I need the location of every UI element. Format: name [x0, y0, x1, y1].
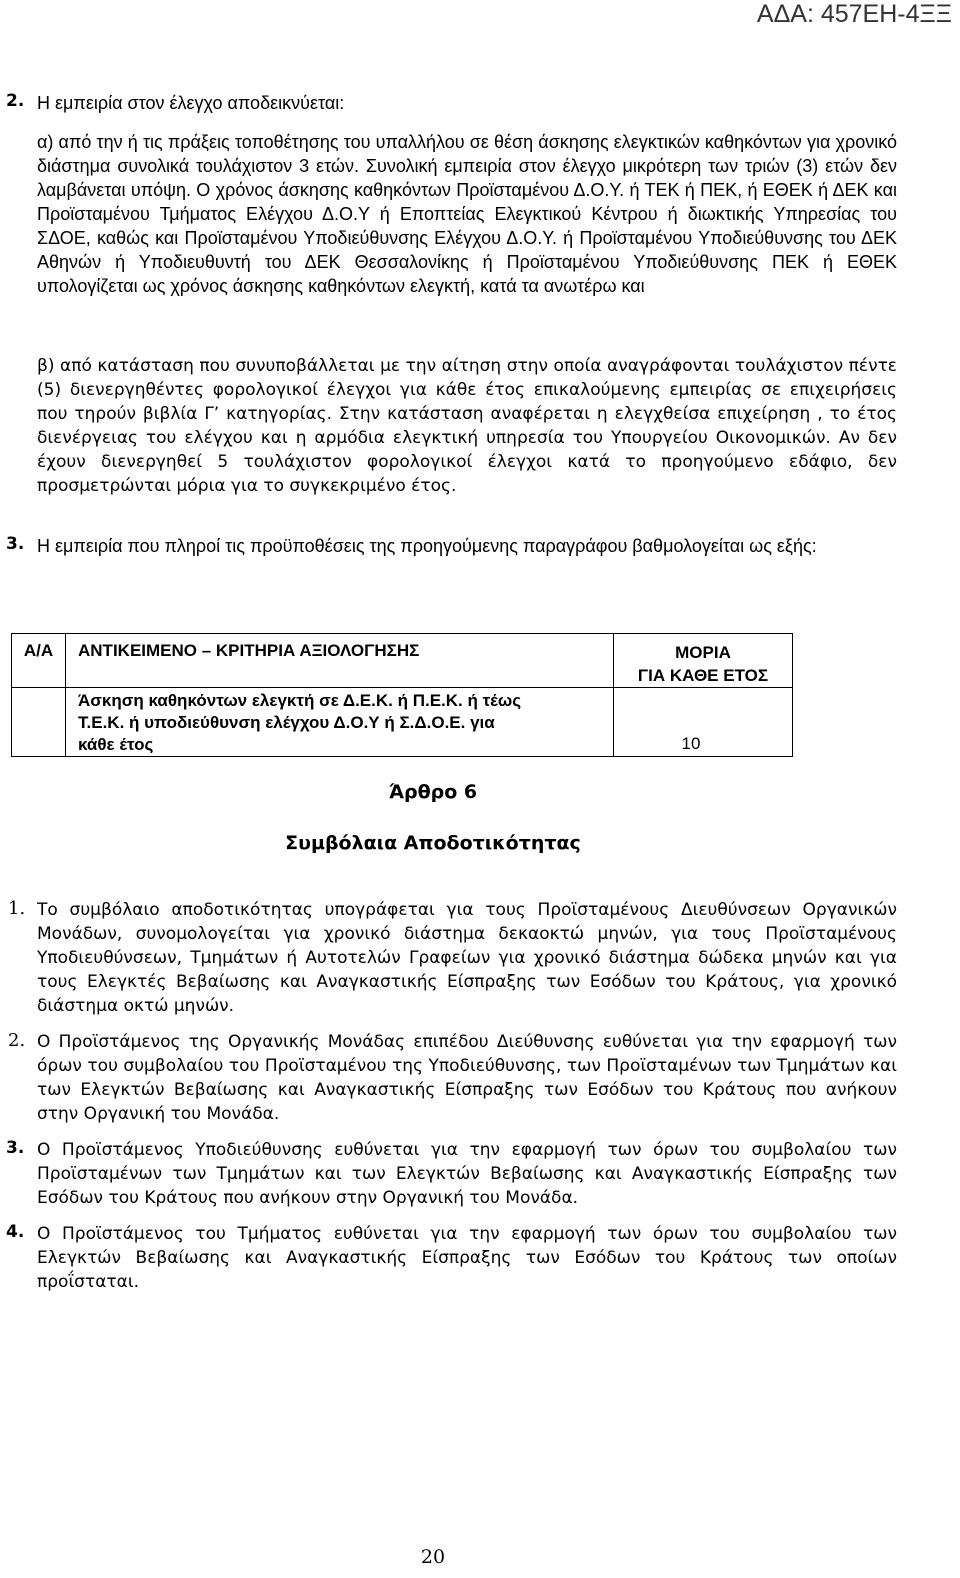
row-text-line-2: Τ.Ε.Κ. ή υποδιεύθυνση ελέγχου Δ.Ο.Υ ή Σ.Δ.Ο.Ε. για	[78, 713, 495, 732]
table-row	[12, 688, 793, 757]
row-text-line-3: κάθε έτος	[78, 735, 154, 754]
paragraph-3-text: Ο Προϊστάμενος Υποδιεύθυνσης ευθύνεται για την εφαρμογή των όρων του συμβολαίου των Προϊσταμένων των Τμημάτων και των Ελεγκτών Βεβαίωσης και Αναγκαστικής Είσπραξης των Εσόδων του Κράτους που ανήκουν στην Οργανική του Μονάδα.	[37, 1140, 897, 1208]
row-text-line-1: Άσκηση καθηκόντων ελεγκτή σε Δ.Ε.Κ. ή Π.Ε.Κ. ή τέως	[78, 691, 522, 710]
item-2-a-text: α) από την ή τις πράξεις τοποθέτησης του υπαλλήλου σε θέση άσκησης ελεγκτικών καθηκόντων για χρονικό διάστημα συνολικά τουλάχιστον 3 ετών. Συνολική εμπειρία στον έλεγχο μικρότερη των τριών (3) ετών δεν λαμβάνεται υπόψη. Ο χρόνος άσκησης καθηκόντων Προϊσταμένου Δ.Ο.Υ. ή ΤΕΚ ή ΠΕΚ, ή ΕΘΕΚ ή ΔΕΚ και Προϊσταμένου Τμήματος Ελέγχου Δ.Ο.Υ ή Εποπτείας Ελεγκτικού Κέντρου ή διωκτικής Υπηρεσίας του ΣΔΟΕ, καθώς και Προϊσταμένου Υποδιεύθυνσης Ελέγχου Δ.Ο.Υ. ή Προϊσταμένου Υποδιεύθυνσης του ΔΕΚ Αθηνών ή Υποδιευθυντή του ΔΕΚ Θεσσαλονίκης ή Προϊσταμένου Υποδιεύθυνσης ΠΕΚ ή ΕΘΕΚ υπολογίζεται ως χρόνος άσκησης καθηκόντων ελεγκτή, κατά τα ανωτέρω και	[37, 132, 897, 296]
col-points	[614, 634, 793, 688]
page-number: 20	[420, 1546, 446, 1568]
paragraph-1-text: Το συμβόλαιο αποδοτικότητας υπογράφεται για τους Προϊσταμένους Διευθύνσεων Οργανικών Μονάδων, συνομολογείται για χρονικό διάστημα δεκαοκτώ μηνών, για τους Προϊσταμένους Υποδιευθύνσεων, Τμημάτων ή Αυτοτελών Γραφείων για χρονικό διάστημα δώδεκα μηνών και για τους Ελεγκτές Βεβαίωσης και Αναγκαστικής Είσπραξης των Εσόδων του Κράτους, για χρονικό διάστημα οκτώ μηνών.	[37, 900, 897, 1016]
item-3-number: 3.	[6, 534, 25, 554]
article-title: Άρθρο 6	[388, 781, 478, 803]
item-3-text: Η εμπειρία που πληροί τις προϋποθέσεις της προηγούμενης παραγράφου βαθμολογείται ως εξής:	[37, 536, 817, 556]
criteria-table	[11, 633, 793, 757]
paragraph-4-text: Ο Προϊστάμενος του Τμήματος ευθύνεται για την εφαρμογή των όρων του συμβολαίου των Ελεγκτών Βεβαίωσης και Αναγκαστικής Είσπραξης των Εσόδων του Κράτους των οποίων προΐσταται.	[37, 1224, 897, 1292]
item-2-number: 2.	[6, 91, 25, 111]
paragraph-1-number: 1.	[8, 898, 26, 919]
table-header-row	[12, 634, 793, 688]
paragraph-2-number: 2.	[8, 1030, 26, 1051]
row-points-cell	[614, 688, 793, 757]
item-2-intro: Η εμπειρία στον έλεγχο αποδεικνύεται:	[37, 93, 345, 113]
row-aa-cell	[12, 688, 66, 757]
ada-code: ΑΔΑ: 457ΕΗ-4ΞΞ	[756, 0, 952, 28]
row-points: 10	[681, 734, 701, 753]
col-aa: Α/Α	[12, 634, 66, 688]
article-subtitle: Συμβόλαια Αποδοτικότητας	[285, 832, 581, 854]
col-points-line-2: ΓΙΑ ΚΑΘΕ ΕΤΟΣ	[637, 666, 769, 685]
paragraph-3-number: 3.	[6, 1138, 25, 1158]
paragraph-2-text: Ο Προϊστάμενος της Οργανικής Μονάδας επιπέδου Διεύθυνσης ευθύνεται για την εφαρμογή των όρων του συμβολαίου του Προϊσταμένου της Υποδιεύθυνσης, των Προϊσταμένων των Τμημάτων και των Ελεγκτών Βεβαίωσης και Αναγκαστικής Είσπραξης των Εσόδων του Κράτους που ανήκουν στην Οργανική του Μονάδα.	[37, 1032, 897, 1124]
item-2-b-text: β) από κατάσταση που συνυποβάλλεται με την αίτηση στην οποία αναγράφονται τουλάχιστον πέντε (5) διενεργηθέντες φορολογικοί έλεγχοι για κάθε έτος επικαλούμενης εμπειρίας σε επιχειρήσεις που τηρούν βιβλία Γ’ κατηγορίας. Στην κατάσταση αναφέρεται η ελεγχθείσα επιχείρηση , το έτος διενέργειας του ελέγχου και η αρμόδια ελεγκτική υπηρεσία του Υπουργείου Οικονομικών. Αν δεν έχουν διενεργηθεί 5 τουλάχιστον φορολογικοί έλεγχοι κατά το προηγούμενο εδάφιο, δεν προσμετρώνται μόρια για το συγκεκριμένο έτος.	[37, 356, 897, 496]
paragraph-4-number: 4.	[6, 1222, 25, 1242]
row-criteria-cell	[66, 688, 614, 757]
col-criteria: ΑΝΤΙΚΕΙΜΕΝΟ – ΚΡΙΤΗΡΙΑ ΑΞΙΟΛΟΓΗΣΗΣ	[66, 634, 614, 688]
col-points-line-1: ΜΟΡΙΑ	[675, 643, 731, 662]
